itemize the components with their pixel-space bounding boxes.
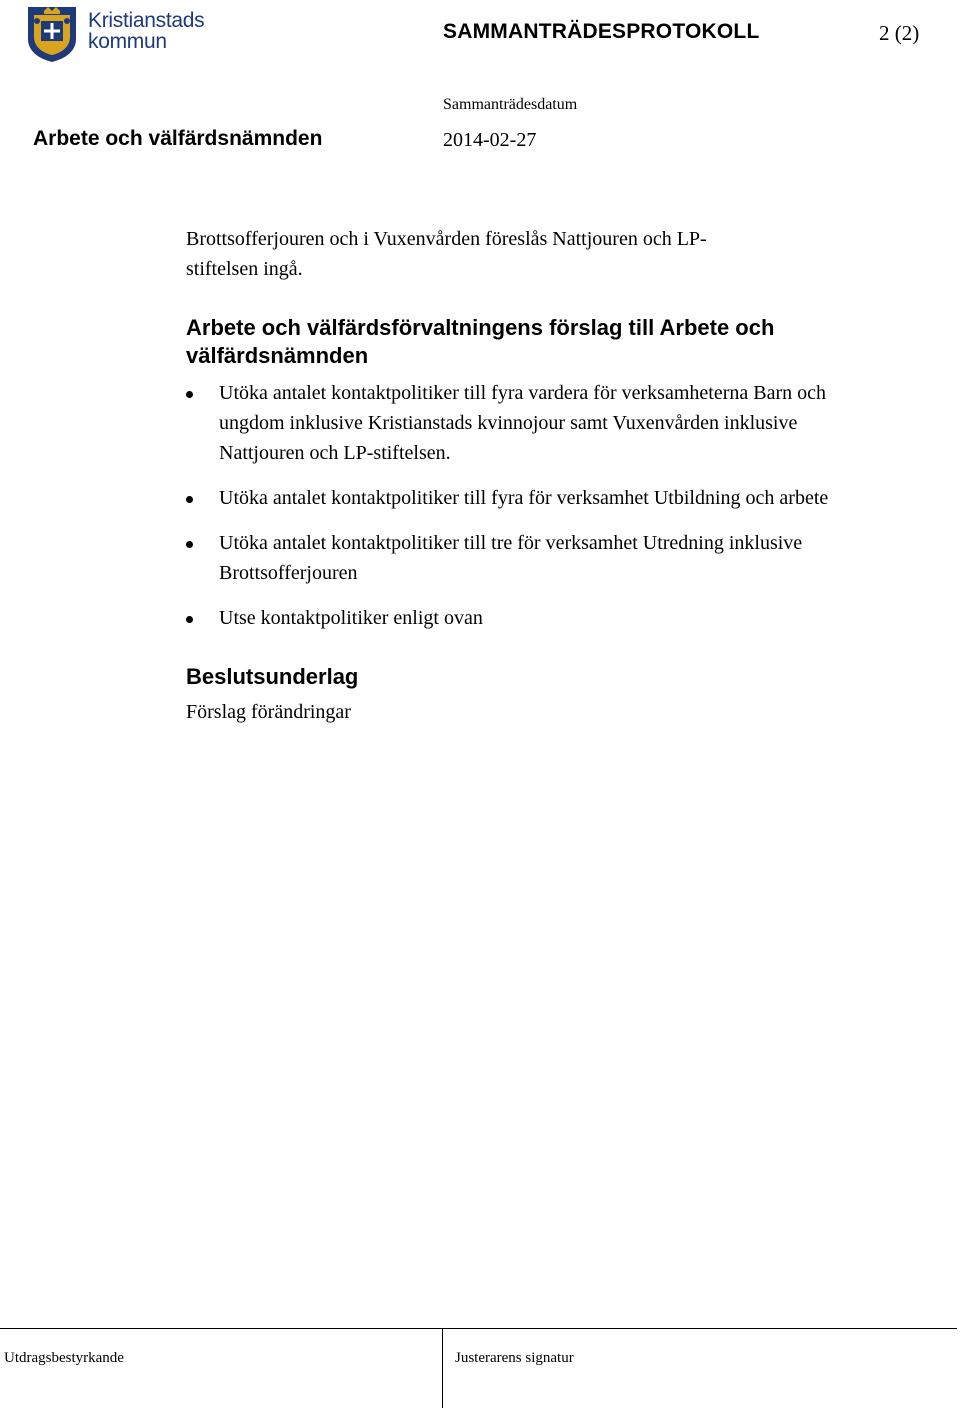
footer-column-divider	[442, 1328, 443, 1408]
list-item	[186, 378, 876, 468]
certification-label: Utdragsbestyrkande	[4, 1350, 124, 1366]
basis-text: Förslag förändringar	[186, 701, 351, 723]
bullet-icon	[186, 616, 193, 623]
logo-line-2: kommun	[88, 30, 167, 53]
bullet-icon	[186, 391, 193, 398]
intro-paragraph	[186, 224, 876, 284]
footer-divider	[0, 1328, 957, 1329]
meeting-date: 2014-02-27	[443, 129, 537, 151]
document-body	[186, 224, 876, 727]
list-item-text: Utse kontaktpolitiker enligt ovan	[219, 607, 483, 629]
proposal-list	[186, 378, 876, 633]
list-item	[186, 603, 876, 633]
intro-line-2: stiftelsen ingå.	[186, 258, 303, 280]
logo-wordmark	[88, 10, 204, 52]
logo-line-1: Kristianstads	[88, 9, 205, 32]
list-item	[186, 483, 876, 513]
kristianstad-coat-of-arms-icon	[26, 5, 78, 63]
bullet-icon	[186, 541, 193, 548]
bullet-icon	[186, 496, 193, 503]
adjuster-signature-label: Justerarens signatur	[455, 1350, 574, 1366]
list-item-text: Utöka antalet kontaktpolitiker till fyra för verksamhet Utbildning och arbete	[219, 487, 829, 509]
list-item-text: Utöka antalet kontaktpolitiker till fyra vardera för verksamheterna Barn och ungdom inklusive Kristianstads kvinnojour samt Vuxenvården inklusive Nattjouren och LP-stiftelsen.	[219, 382, 826, 464]
basis-heading: Beslutsunderlag	[186, 664, 359, 689]
intro-line-1: Brottsofferjouren och i Vuxenvården föreslås Nattjouren och LP-	[186, 228, 707, 250]
list-item-text: Utöka antalet kontaktpolitiker till tre för verksamhet Utredning inklusive Brottsofferjouren	[219, 532, 803, 584]
document-type: SAMMANTRÄDESPROTOKOLL	[443, 20, 760, 43]
committee-name: Arbete och välfärdsnämnden	[33, 127, 323, 150]
page-number: 2 (2)	[879, 21, 920, 45]
proposal-heading: Arbete och välfärdsförvaltningens förslag till Arbete och välfärdsnämnden	[186, 315, 775, 368]
meeting-date-label: Sammanträdesdatum	[443, 96, 578, 113]
list-item	[186, 528, 876, 588]
